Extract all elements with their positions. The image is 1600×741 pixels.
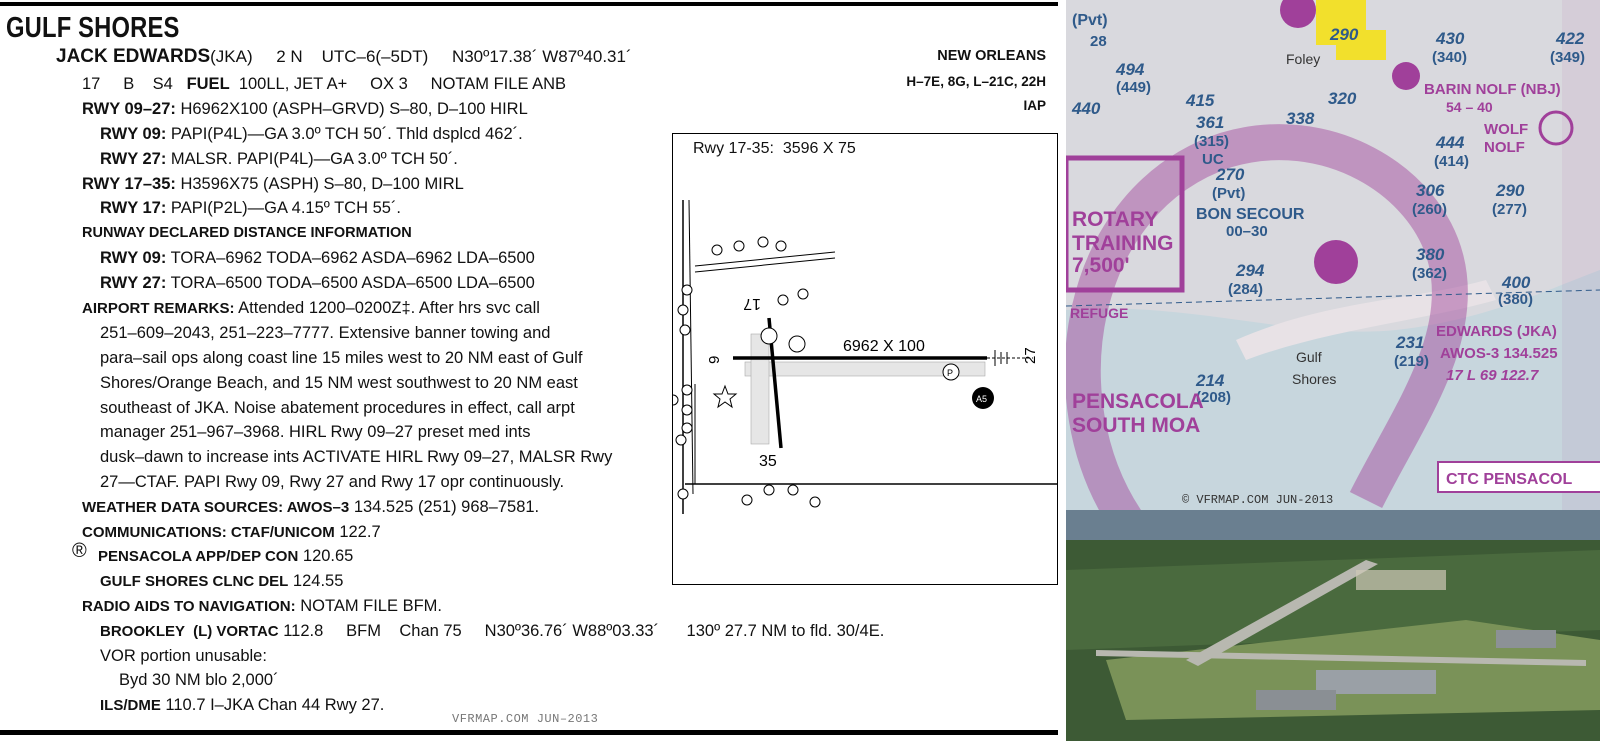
rwy-09-line: RWY 09: PAPI(P4L)—GA 3.0º TCH 50´. Thld dsplcd 462´. xyxy=(100,125,523,143)
airport-line xyxy=(56,46,632,68)
svg-text:306: 306 xyxy=(1416,181,1445,200)
svg-text:338: 338 xyxy=(1286,109,1315,128)
approach-control-line: PENSACOLA APP/DEP CON 120.65 xyxy=(98,547,354,565)
svg-text:(362): (362) xyxy=(1412,265,1448,282)
svg-text:ROTARY: ROTARY xyxy=(1072,208,1159,231)
svg-text:(Pvt): (Pvt) xyxy=(1072,12,1108,29)
rwy-27-line: RWY 27: MALSR. PAPI(P4L)—GA 3.0º TCH 50´. xyxy=(100,150,458,168)
remarks-line: 27—CTAF. PAPI Rwy 09, Rwy 27 and Rwy 17 opr continuously. xyxy=(100,473,565,491)
apron xyxy=(751,334,769,444)
svg-text:(Pvt): (Pvt) xyxy=(1212,185,1246,202)
papi-symbol xyxy=(761,328,777,344)
airport-details: (JKA) 2 N UTC–6(–5DT) N30º17.38´ W87º40.31´ xyxy=(210,47,632,66)
svg-text:© VFRMAP.COM JUN-2013: © VFRMAP.COM JUN-2013 xyxy=(1182,493,1334,507)
svg-text:SOUTH MOA: SOUTH MOA xyxy=(1072,414,1201,437)
svg-text:361: 361 xyxy=(1196,113,1225,132)
svg-text:Foley: Foley xyxy=(1286,51,1321,67)
awos-label: A5 xyxy=(976,394,988,404)
papi-label: P xyxy=(947,368,954,378)
watermark: VFRMAP.COM JUN–2013 xyxy=(452,712,599,726)
svg-text:Shores: Shores xyxy=(1292,371,1337,387)
svg-text:422: 422 xyxy=(1556,29,1585,48)
beacon-star xyxy=(714,386,736,407)
svg-text:7,500': 7,500' xyxy=(1072,254,1130,277)
runway-end-9: 9 xyxy=(706,355,723,364)
vor-restriction-line: Byd 30 NM blo 2,000´ xyxy=(119,671,279,689)
svg-text:(340): (340) xyxy=(1432,49,1468,66)
svg-text:440: 440 xyxy=(1072,99,1101,118)
remarks-line: dusk–dawn to increase ints ACTIVATE HIRL Rwy 09–27, MALSR Rwy xyxy=(100,448,613,466)
top-rule xyxy=(0,2,1058,6)
svg-text:(260): (260) xyxy=(1412,201,1448,218)
remarks-line: AIRPORT REMARKS: Attended 1200–0200Z‡. After hrs svc call xyxy=(82,299,540,317)
declared-distance-heading: RUNWAY DECLARED DISTANCE INFORMATION xyxy=(82,225,412,241)
svg-text:(284): (284) xyxy=(1228,281,1264,298)
remarks-line: 251–609–2043, 251–223–7777. Extensive banner towing and xyxy=(100,324,551,342)
remarks-line: manager 251–967–3968. HIRL Rwy 09–27 preset med ints xyxy=(100,423,531,441)
vor-unusable-line: VOR portion unusable: xyxy=(100,647,267,665)
svg-text:BARIN NOLF (NBJ): BARIN NOLF (NBJ) xyxy=(1424,81,1561,98)
airport-name: JACK EDWARDS xyxy=(56,46,211,67)
runway-dimension-label: 6962 X 100 xyxy=(843,338,925,355)
rwy-17-line: RWY 17: PAPI(P2L)—GA 4.15º TCH 55´. xyxy=(100,199,402,217)
road-line xyxy=(689,200,693,494)
sectional-chart-image xyxy=(1066,0,1600,510)
clearance-delivery-line: GULF SHORES CLNC DEL 124.55 xyxy=(100,572,344,590)
svg-text:(208): (208) xyxy=(1196,389,1232,406)
airport-diagram xyxy=(672,133,1058,585)
weather-sources-line: WEATHER DATA SOURCES: AWOS–3 134.525 (251) 968–7581. xyxy=(82,498,540,516)
svg-text:(380): (380) xyxy=(1498,291,1534,308)
declared-rwy-09-line: RWY 09: TORA–6962 TODA–6962 ASDA–6962 LDA–6500 xyxy=(100,249,535,267)
runway-end-35: 35 xyxy=(759,453,777,470)
iap-label: IAP xyxy=(1023,98,1046,113)
sectional-map xyxy=(1066,0,1600,510)
chart-refs: H–7E, 8G, L–21C, 22H xyxy=(906,74,1046,89)
region-label: NEW ORLEANS xyxy=(937,48,1046,64)
svg-text:AWOS-3 134.525: AWOS-3 134.525 xyxy=(1440,345,1558,362)
svg-text:290: 290 xyxy=(1496,181,1525,200)
svg-text:430: 430 xyxy=(1436,29,1465,48)
svg-text:UC: UC xyxy=(1202,151,1224,168)
svg-text:EDWARDS (JKA): EDWARDS (JKA) xyxy=(1436,323,1557,340)
svg-text:214: 214 xyxy=(1196,371,1225,390)
diagram-caption: Rwy 17-35: 3596 X 75 xyxy=(693,140,856,157)
remarks-line: Shores/Orange Beach, and 15 NM west southwest to 20 NM east xyxy=(100,374,578,392)
svg-text:REFUGE: REFUGE xyxy=(1070,305,1129,321)
fence-line xyxy=(695,258,835,272)
svg-text:CTC PENSACOL: CTC PENSACOL xyxy=(1446,471,1573,488)
svg-text:380: 380 xyxy=(1416,245,1445,264)
svg-text:PENSACOLA: PENSACOLA xyxy=(1072,390,1204,413)
svg-text:(277): (277) xyxy=(1492,201,1528,218)
runway-end-17: 17 xyxy=(743,295,761,312)
runway-end-27: 27 xyxy=(1022,347,1039,364)
svg-text:WOLF: WOLF xyxy=(1484,121,1529,138)
communications-line: COMMUNICATIONS: CTAF/UNICOM 122.7 xyxy=(82,523,381,541)
svg-text:TRAINING: TRAINING xyxy=(1072,232,1174,255)
svg-text:290: 290 xyxy=(1330,25,1359,44)
svg-text:270: 270 xyxy=(1216,165,1245,184)
aerial-photo xyxy=(1066,510,1600,741)
svg-text:28: 28 xyxy=(1090,33,1107,50)
svg-text:(219): (219) xyxy=(1394,353,1430,370)
svg-text:415: 415 xyxy=(1186,91,1215,110)
remarks-line: southeast of JKA. Noise abatement procedures in effect, call arpt xyxy=(100,399,575,417)
elev-fuel-line: 17 B S4 FUEL 100LL, JET A+ OX 3 NOTAM FILE ANB xyxy=(82,75,567,93)
svg-text:320: 320 xyxy=(1328,89,1357,108)
svg-text:294: 294 xyxy=(1236,261,1265,280)
radar-registered-symbol: ® xyxy=(72,540,87,562)
rwy-09-27-line: RWY 09–27: H6962X100 (ASPH–GRVD) S–80, D–100 HIRL xyxy=(82,100,528,118)
svg-text:00–30: 00–30 xyxy=(1226,223,1268,240)
ils-dme-line: ILS/DME 110.7 I–JKA Chan 44 Rwy 27. xyxy=(100,696,385,714)
papi-symbol xyxy=(789,336,805,352)
declared-rwy-27-line: RWY 27: TORA–6500 TODA–6500 ASDA–6500 LDA–6500 xyxy=(100,274,535,292)
svg-text:(449): (449) xyxy=(1116,79,1152,96)
svg-text:(414): (414) xyxy=(1434,153,1470,170)
city-title: GULF SHORES xyxy=(6,12,180,44)
svg-text:(349): (349) xyxy=(1550,49,1586,66)
svg-text:54 – 40: 54 – 40 xyxy=(1446,99,1493,115)
airport-diagram-graphic xyxy=(673,134,1057,584)
svg-text:231: 231 xyxy=(1396,333,1425,352)
svg-text:Gulf: Gulf xyxy=(1296,349,1322,365)
svg-text:BON SECOUR: BON SECOUR xyxy=(1196,206,1305,223)
svg-text:494: 494 xyxy=(1116,60,1145,79)
svg-text:(315): (315) xyxy=(1194,133,1230,150)
remarks-line: para–sail ops along coast line 15 miles west to 20 NM east of Gulf xyxy=(100,349,583,367)
svg-text:NOLF: NOLF xyxy=(1484,139,1525,156)
radio-aids-line: RADIO AIDS TO NAVIGATION: NOTAM FILE BFM. xyxy=(82,597,442,615)
bottom-rule xyxy=(0,730,1058,735)
svg-text:17 L 69 122.7: 17 L 69 122.7 xyxy=(1446,367,1539,384)
rwy-17-35-line: RWY 17–35: H3596X75 (ASPH) S–80, D–100 MIRL xyxy=(82,175,464,193)
svg-text:400: 400 xyxy=(1502,273,1531,292)
image-panel xyxy=(1066,0,1600,741)
aerial-photo-graphic xyxy=(1066,510,1600,741)
vortac-line: BROOKLEY (L) VORTAC 112.8 BFM Chan 75 N30º36.76´ W88º03.33´ 130º 27.7 NM to fld. 30/4E. xyxy=(100,622,885,640)
svg-text:444: 444 xyxy=(1436,133,1465,152)
